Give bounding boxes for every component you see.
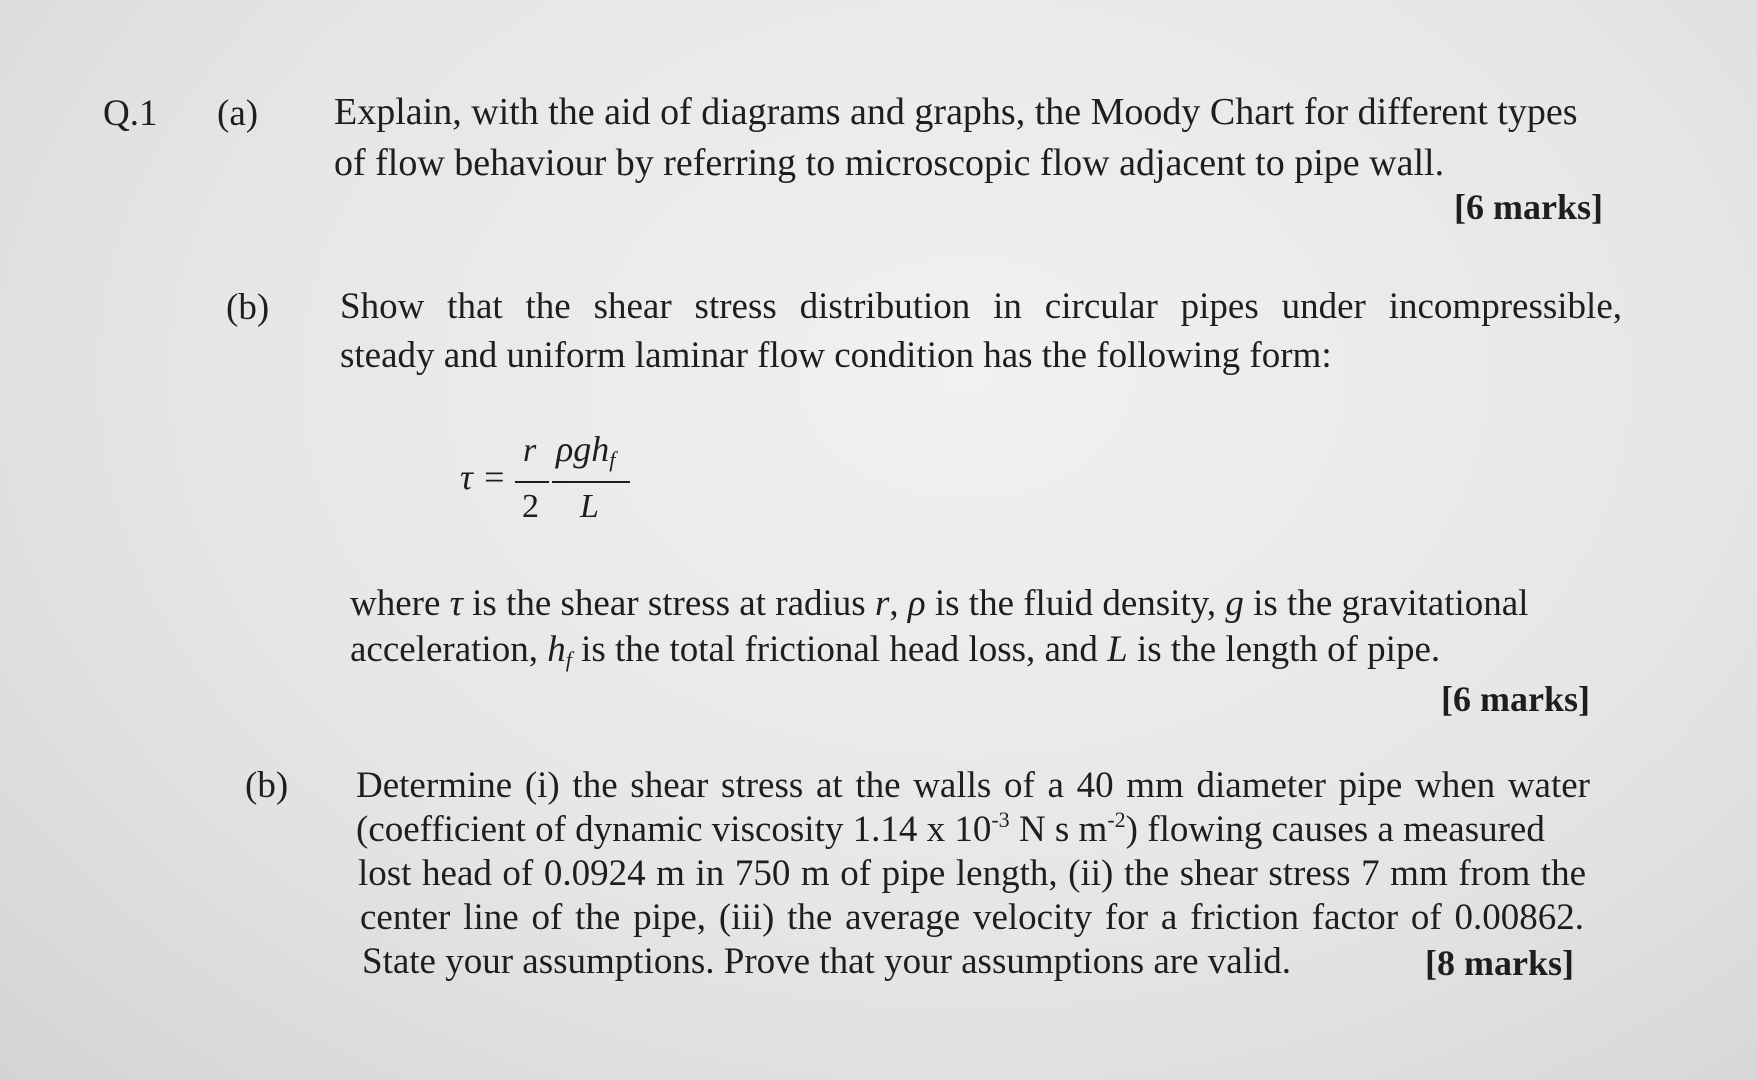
equation-lhs [460,456,506,498]
equation-num-r: r [523,432,537,469]
part-b-marks: [6 marks] [1441,679,1590,719]
part-c-line-2 [356,806,1590,854]
part-c-marks: [8 marks] [1425,943,1574,983]
part-a-label: (a) [217,93,259,134]
part-c-line-1: Determine (i) the shear stress at the walls of a 40 mm diameter pipe when water [356,765,1590,806]
equation-den-2: 2 [522,488,539,525]
part-b-label: (b) [226,287,270,328]
equation-tau: τ = [460,457,507,497]
part-a-line-2: of flow behaviour by referring to microscopic flow adjacent to pipe wall. [334,142,1445,184]
question-number: Q.1 [103,93,158,134]
where-line-2: acceleration, $h_f$ is the total frictional head loss, and L is the length of pipe. [350,629,1441,672]
part-c-line-4: center line of the pipe, (iii) the average velocity for a friction factor of 0.00862. [360,897,1584,938]
part-c-line-3: lost head of 0.0924 m in 750 m of pipe length, (ii) the shear stress 7 mm from the [358,853,1586,894]
part-c-line-5: State your assumptions. Prove that your assumptions are valid. [362,941,1291,982]
equation-den-L: L [580,488,599,525]
part-c-line-2-left: (coefficient of dynamic viscosity 1.14 x $10^{-3}$ N s $m^{-2}$) flowing causes a measured [356,807,1545,850]
fraction-bar-2 [552,481,630,483]
fraction-bar-1 [515,481,549,483]
part-b-line-2: steady and uniform laminar flow condition has the following form: [340,335,1332,376]
part-a-marks: [6 marks] [1454,187,1603,227]
part-a-line-1: Explain, with the aid of diagrams and graphs, the Moody Chart for different types [334,91,1578,133]
part-c-label: (b) [245,765,289,806]
part-b-line-1: Show that the shear stress distribution in circular pipes under incompressible, [340,286,1622,327]
where-line-1: where τ is the shear stress at radius r, ρ is the fluid density, g is the gravitational [350,583,1529,624]
equation-num-rho-g-h: ρgh$_f$ [556,429,616,472]
